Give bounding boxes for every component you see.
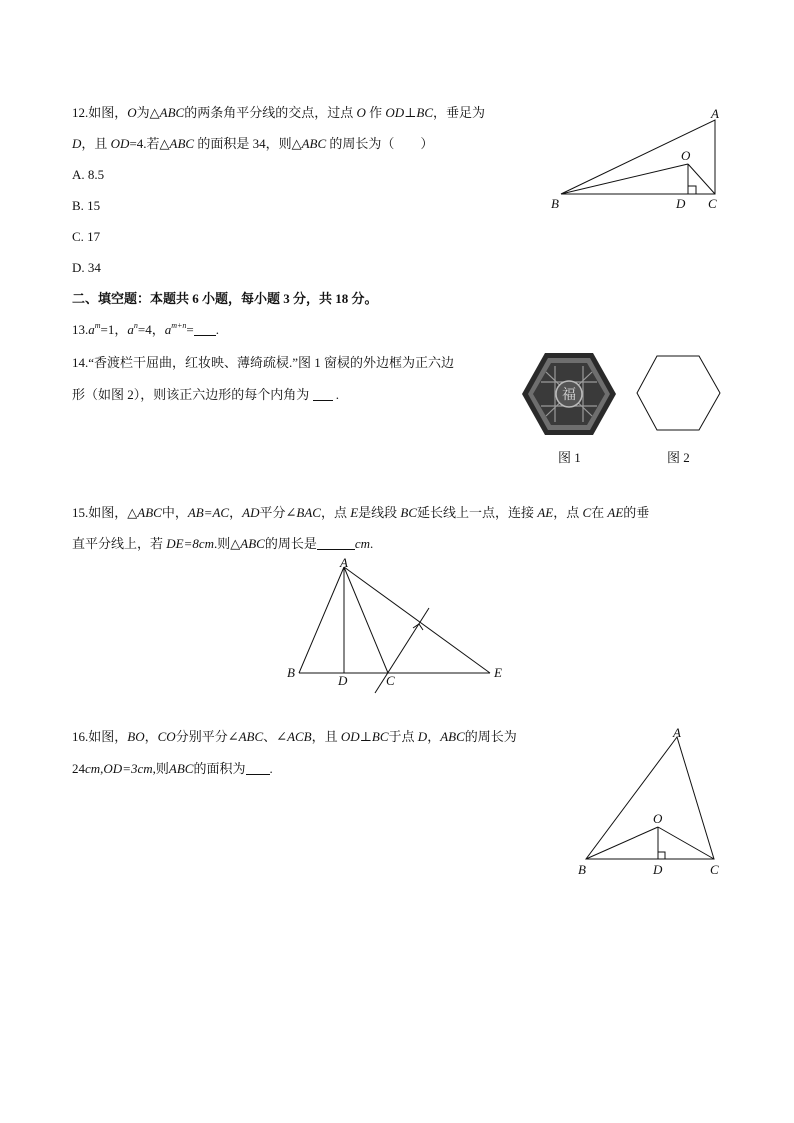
q12-option-c: C. 17 — [72, 229, 101, 244]
q16-label-d: D — [653, 862, 663, 877]
q14-answer-blank[interactable] — [313, 389, 333, 401]
q16-answer-blank[interactable] — [246, 763, 270, 775]
q12-option-b: B. 15 — [72, 198, 101, 213]
q15-label-b: B — [287, 665, 295, 680]
q12-label-b: B — [551, 196, 559, 211]
q12-option-a: A. 8.5 — [72, 167, 105, 182]
q14-line-2: 形（如图 2），则该正六边形的每个内角为 . — [72, 387, 340, 402]
q15-line-1: 15.如图，△ABC中，AB=AC，AD平分∠BAC，点 E是线段 BC延长线上一点，连接 AE，点 C在 AE的垂 — [72, 505, 650, 520]
q14-fig2-caption: 图 2 — [667, 450, 690, 465]
q16-label-b: B — [578, 862, 586, 877]
q12-label-o: O — [681, 148, 691, 163]
q13-line: $13.a^m=1$，$a^n=4$，$a^{m+n}=$ . — [72, 321, 219, 337]
q15-label-a: A — [340, 555, 348, 570]
q16-label-a: A — [673, 725, 681, 740]
q16-line-2: 24cm,OD=3cm,则ABC的面积为 . — [72, 761, 273, 776]
q16-triangle-figure — [573, 726, 733, 878]
q12-option-d: D. 34 — [72, 260, 101, 275]
q12-line-2: D，且 OD=4.若△ABC 的面积是 34，则△ABC 的周长为（ ） — [72, 136, 434, 151]
q12-line-1: 12.如图，O为△ABC的两条角平分线的交点，过点 O 作 OD⊥BC，垂足为 — [72, 105, 486, 120]
q12-label-d: D — [676, 196, 686, 211]
q16-line-1: 16.如图，BO，CO分别平分∠ABC、∠ACB，且 OD⊥BC于点 D，ABC的周长为 — [72, 729, 517, 744]
q15-label-e: E — [494, 665, 502, 680]
q12-triangle-figure — [545, 100, 735, 215]
q12-label-a: A — [711, 106, 719, 121]
q16-label-c: C — [710, 862, 719, 877]
section-2-heading: 二、填空题：本题共 6 小题，每小题 3 分，共 18 分。 — [72, 291, 378, 306]
q14-window-lattice-image — [521, 352, 617, 436]
svg-text:福: 福 — [562, 387, 576, 403]
q16-label-o: O — [653, 811, 663, 826]
q15-label-c: C — [386, 673, 395, 688]
q14-hexagon-figure — [636, 355, 722, 431]
q15-triangle-figure — [283, 556, 513, 696]
q15-answer-blank[interactable] — [317, 538, 355, 550]
q15-label-d: D — [338, 673, 348, 688]
q12-label-c: C — [708, 196, 717, 211]
q13-answer-blank[interactable] — [194, 324, 216, 336]
q14-fig1-caption: 图 1 — [558, 450, 581, 465]
q15-line-2: 直平分线上，若 DE=8cm.则△ABC的周长是 cm. — [72, 536, 374, 551]
q14-line-1: 14.“香渡栏干屈曲，红妆映、薄绮疏棂.”图 1 窗棂的外边框为正六边 — [72, 355, 455, 370]
